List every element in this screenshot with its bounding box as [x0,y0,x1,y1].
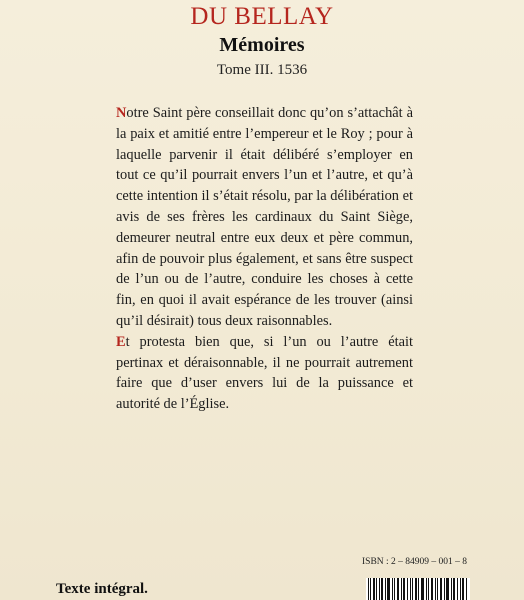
author-name: DU BELLAY [190,3,334,30]
full-text-note: Texte intégral. [56,581,148,597]
excerpt-paragraph-2 [116,332,413,415]
book-title: Mémoires [219,34,305,56]
paragraph-text: t protesta bien que, si l’un ou l’autre était pertinax et déraisonnable, il ne pourrait autrement faire que d’user envers lui de la puissance et autorité de l’Église. [116,333,413,413]
volume-subtitle: Tome III. 1536 [216,62,308,78]
excerpt-text [116,103,413,415]
isbn-number: ISBN : 2 – 84909 – 001 – 8 [362,557,468,567]
paragraph-initial: N [116,105,127,121]
paragraph-text: otre Saint père conseillait donc qu’on s’attachât à la paix et amitié entre l’empereur et le Roy ; pour à laquelle parvenir il était délibéré s’employer en tout ce qu’il pourrait envers l’un et l’autre, et qu’à cette intention il s’était résolu, par la délibération et avis de ses frères les cardinaux du Saint Siège, demeurer neutral entre eux deux et père commun, afin de pouvoir plus également, et sans être suspect de l’un ou de l’autre, conduire les choses à cette fin, en quoi il avait espérance de les trouver (ainsi qu’il désirait) tous deux raisonnables. [116,105,413,329]
paragraph-initial: E [116,333,126,350]
barcode [366,578,470,600]
barcode-graphic [366,578,470,600]
excerpt-paragraph-1 [116,103,413,332]
